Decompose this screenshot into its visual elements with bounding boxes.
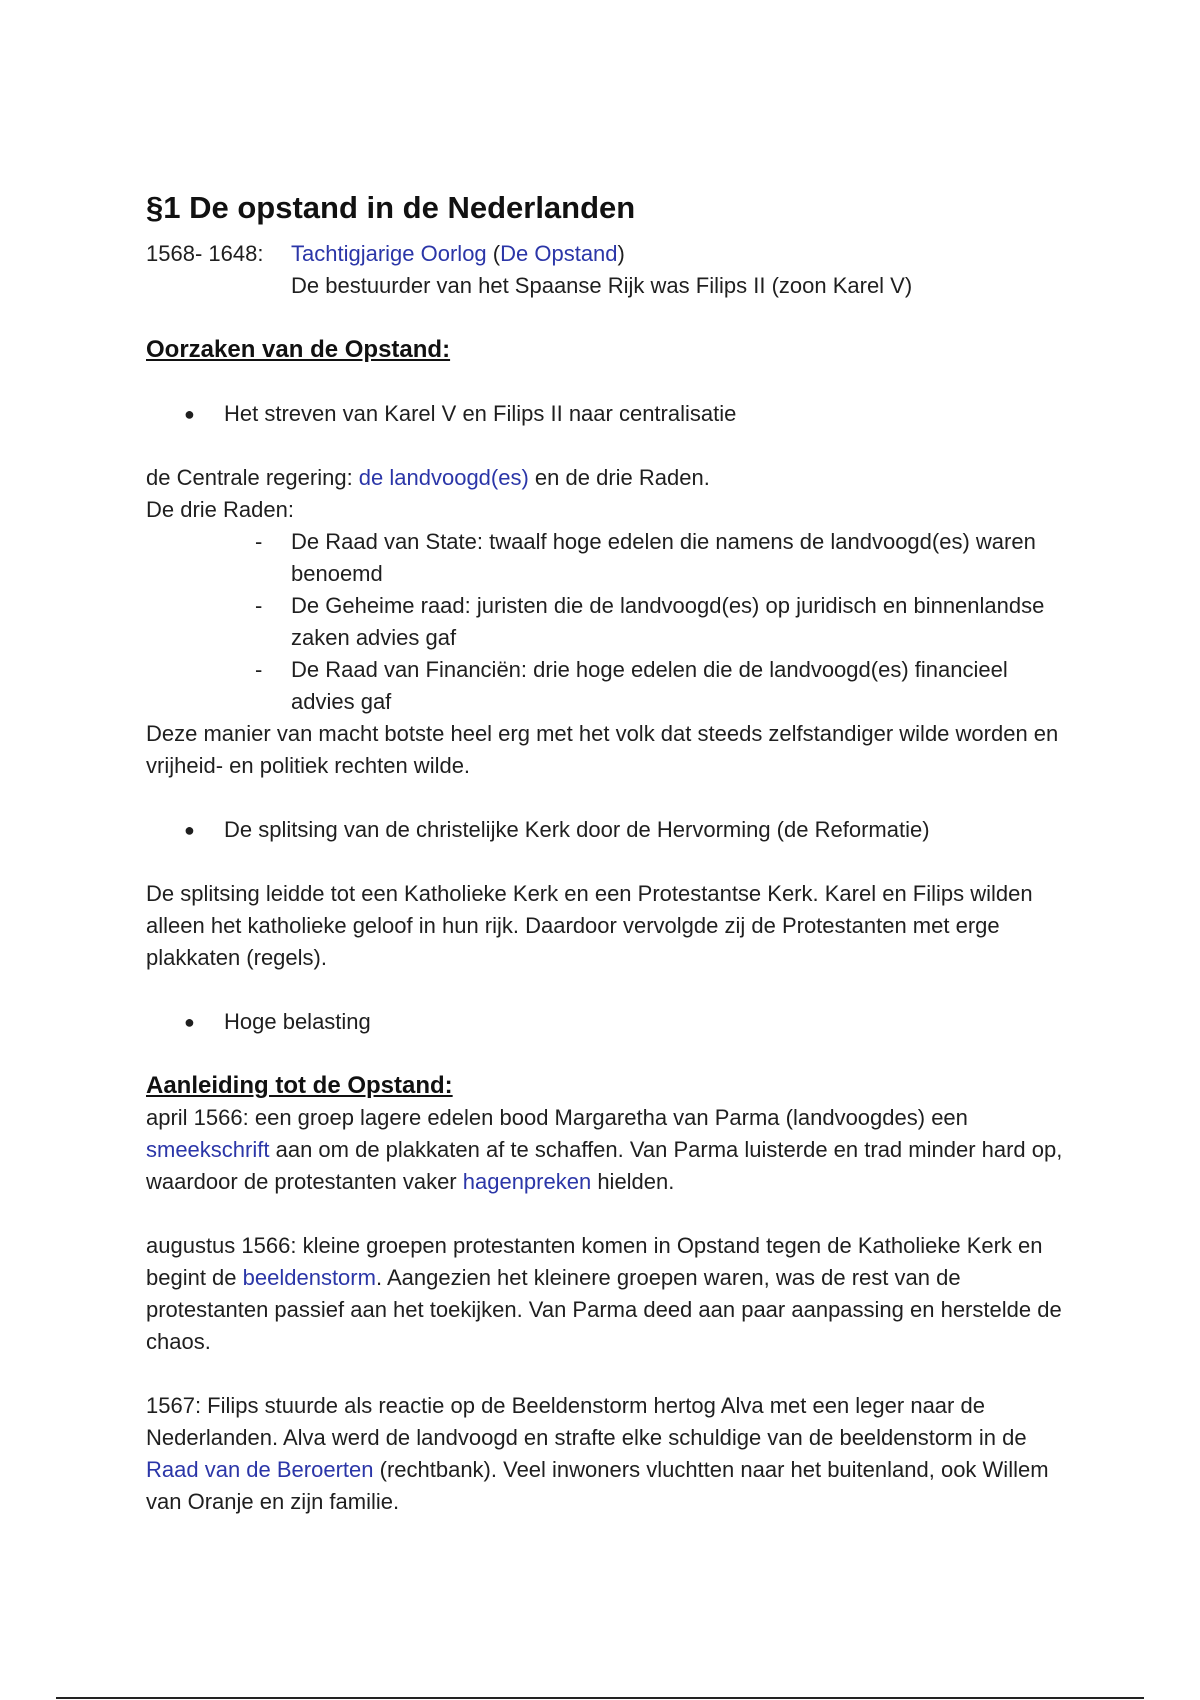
causes-heading: Oorzaken van de Opstand: <box>146 336 451 363</box>
landvoogd-link[interactable]: de landvoogd(es) <box>358 465 529 490</box>
central-line <box>146 462 1066 494</box>
raden-label: De drie Raden: <box>146 497 294 522</box>
raden-list <box>146 526 1066 718</box>
aanleiding-paragraph-2 <box>146 1230 1066 1358</box>
central-suffix: en de drie Raden. <box>528 465 710 490</box>
paren-close: ) <box>617 241 625 266</box>
text-run: aan om de plakkaten af te schaffen. Van Parma luisterde en trad minder hard op, waardoor de protestanten vaker <box>146 1137 1063 1194</box>
text-run: . Aangezien het kleinere groepen waren, was de rest van de protestanten passief aan het toekijken. Van Parma deed aan paar aanpassing en herstelde de chaos. <box>146 1265 1062 1354</box>
list-item <box>146 814 1066 846</box>
list-item <box>146 654 1066 718</box>
bullet-icon: ● <box>184 820 195 840</box>
text-run: 1567: Filips stuurde als reactie op de Beeldenstorm hertog Alva met een leger naar de Nederlanden. Alva werd de landvoogd en strafte elke schuldige van de beeldenstorm in de <box>146 1393 1027 1450</box>
intro-dates: 1568- 1648: <box>146 241 264 266</box>
ruler-line: De bestuurder van het Spaanse Rijk was Filips II (zoon Karel V) <box>291 273 913 298</box>
text-run: april 1566: een groep lagere edelen bood Margaretha van Parma (landvoogdes) een <box>146 1105 968 1130</box>
bullet-text: Hoge belasting <box>224 1009 371 1034</box>
splitsing-paragraph: De splitsing leidde tot een Katholieke Kerk en een Protestantse Kerk. Karel en Filips wilden alleen het katholieke geloof in hun rijk. Daardoor vervolgde zij de Protestanten met erge plakkaten (regels). <box>146 881 1033 970</box>
central-prefix: de Centrale regering: <box>146 465 359 490</box>
macht-paragraph: Deze manier van macht botste heel erg met het volk dat steeds zelfstandiger wilde worden en vrijheid- en politiek rechten wilde. <box>146 721 1059 778</box>
text-run: (rechtbank). Veel inwoners vluchtten naar het buitenland, ook Willem van Oranje en zijn familie. <box>146 1457 1049 1514</box>
aanleiding-paragraph-3 <box>146 1390 1066 1518</box>
intro-row <box>146 238 1066 270</box>
dash-icon: - <box>255 657 263 682</box>
raad-text: De Raad van State: twaalf hoge edelen die namens de landvoogd(es) waren benoemd <box>291 529 1036 586</box>
list-item <box>146 1006 1066 1038</box>
document-page <box>146 188 1066 1518</box>
beeldenstorm-link[interactable]: beeldenstorm <box>242 1265 376 1290</box>
smeekschrift-link[interactable]: smeekschrift <box>146 1137 270 1162</box>
aanleiding-heading: Aanleiding tot de Opstand: <box>146 1072 453 1099</box>
bullet-text: De splitsing van de christelijke Kerk door de Hervorming (de Reformatie) <box>224 817 930 842</box>
list-item <box>146 398 1066 430</box>
bullet-icon: ● <box>184 1012 195 1032</box>
intro-war <box>291 238 625 270</box>
paren-open: ( <box>486 241 501 266</box>
hagenpreken-link[interactable]: hagenpreken <box>462 1169 592 1194</box>
list-item <box>146 590 1066 654</box>
dash-icon: - <box>255 593 263 618</box>
footer-divider <box>56 1697 1144 1699</box>
war-link[interactable]: Tachtigjarige Oorlog <box>291 241 487 266</box>
text-run: augustus 1566: kleine groepen protestanten komen in Opstand tegen de Katholieke Kerk en begint de <box>146 1233 1043 1290</box>
aanleiding-paragraph-1 <box>146 1102 1066 1198</box>
dash-icon: - <box>255 529 263 554</box>
bullet-text: Het streven van Karel V en Filips II naar centralisatie <box>224 401 737 426</box>
raad-text: De Geheime raad: juristen die de landvoogd(es) op juridisch en binnenlandse zaken advies gaf <box>291 593 1045 650</box>
beroerten-link[interactable]: Raad van de Beroerten <box>146 1457 374 1482</box>
bullet-icon: ● <box>184 404 195 424</box>
page-title: §1 De opstand in de Nederlanden <box>146 190 636 225</box>
list-item <box>146 526 1066 590</box>
opstand-link[interactable]: De Opstand <box>500 241 618 266</box>
raad-text: De Raad van Financiën: drie hoge edelen die de landvoogd(es) financieel advies gaf <box>291 657 1008 714</box>
text-run: hielden. <box>591 1169 675 1194</box>
